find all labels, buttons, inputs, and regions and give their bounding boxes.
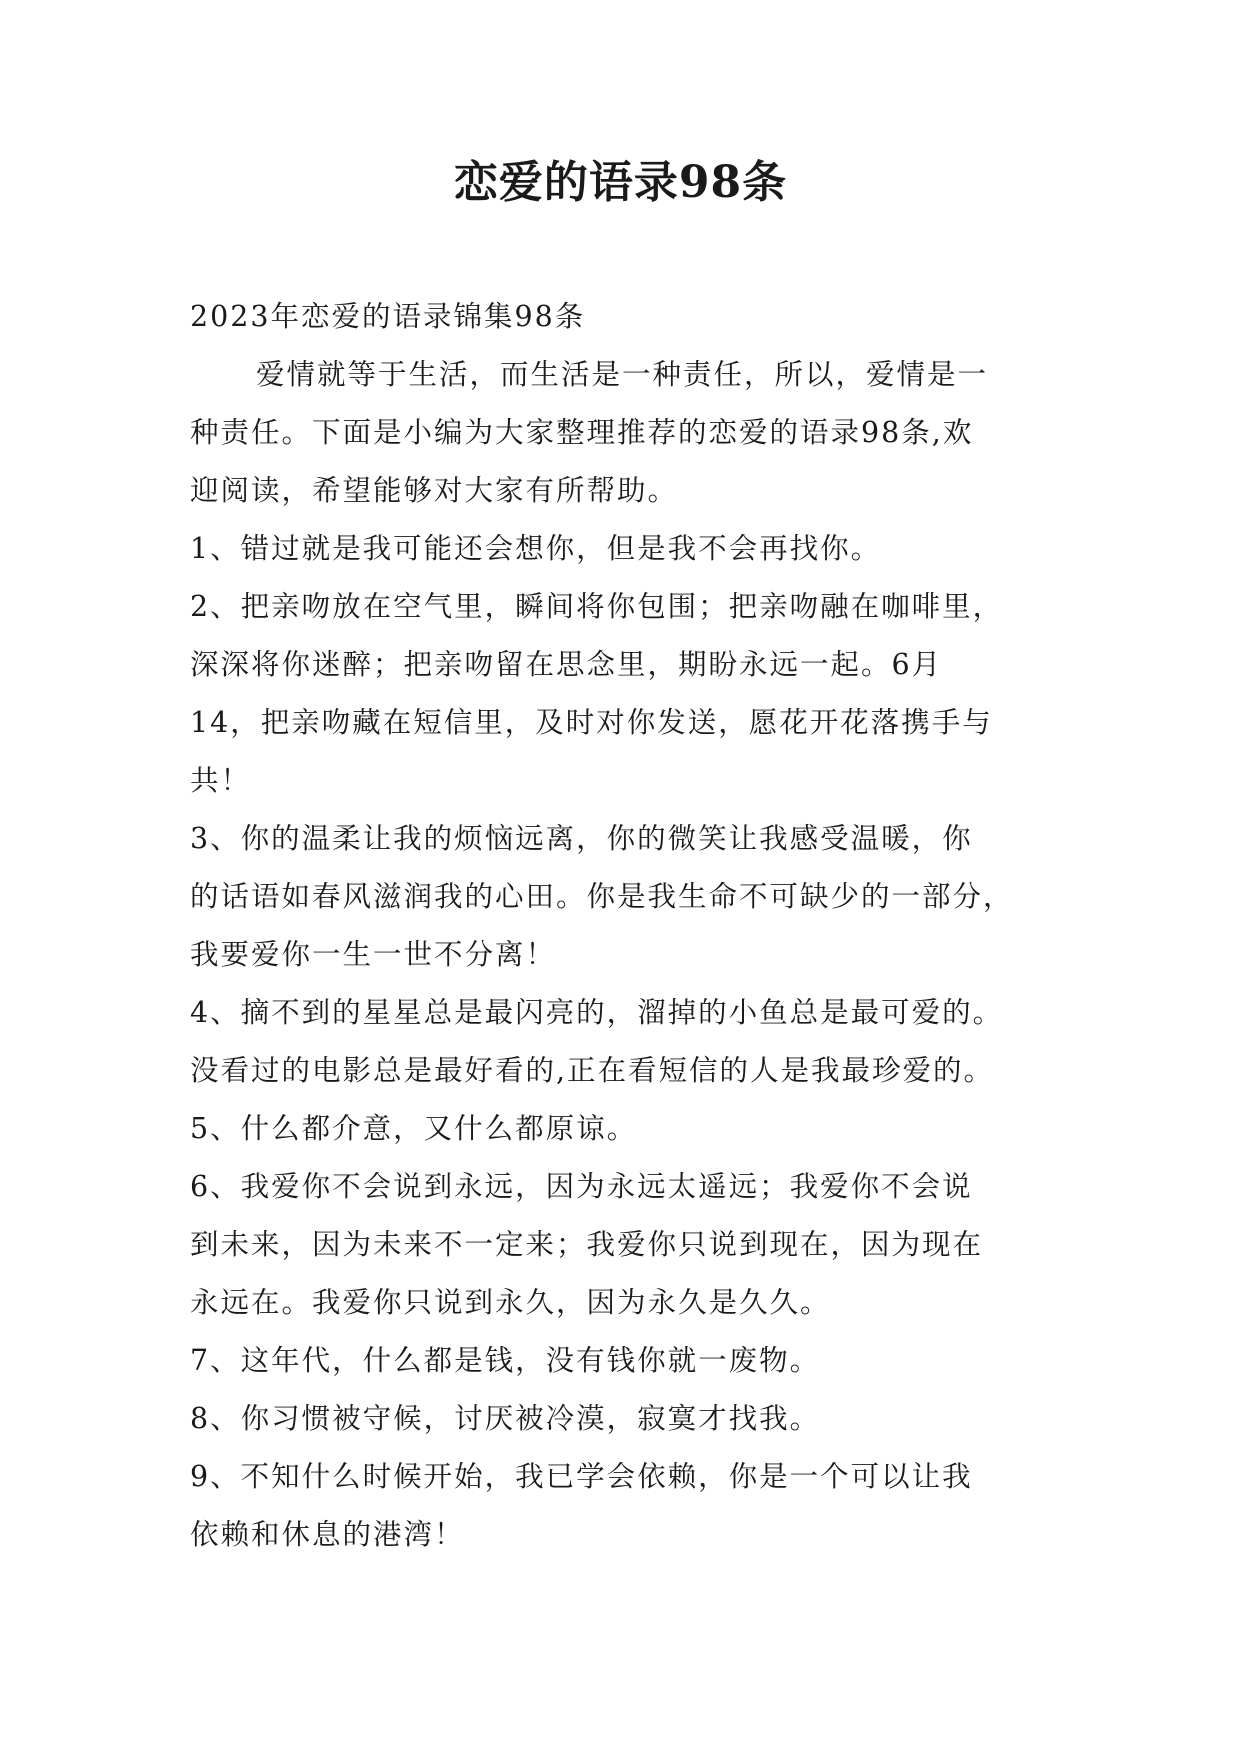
quote-line: 的话语如春风滋润我的心田。你是我生命不可缺少的一部分， [190, 880, 1014, 913]
quote-line: 共！ [190, 764, 252, 797]
quote-line: 5、什么都介意，又什么都原谅。 [190, 1112, 638, 1145]
quote-line: 6、我爱你不会说到永远，因为永远太遥远；我爱你不会说 [190, 1170, 973, 1203]
quote-line: 没看过的电影总是最好看的,正在看短信的人是我最珍爱的。 [190, 1054, 995, 1087]
quote-line: 7、这年代，什么都是钱，没有钱你就一废物。 [190, 1344, 821, 1377]
quote-line: 4、摘不到的星星总是最闪亮的，溜掉的小鱼总是最可爱的。 [190, 996, 1004, 1029]
intro-line: 迎阅读，希望能够对大家有所帮助。 [190, 474, 679, 507]
quote-line: 3、你的温柔让我的烦恼远离，你的微笑让我感受温暖，你 [190, 822, 973, 855]
quote-line: 2、把亲吻放在空气里，瞬间将你包围；把亲吻融在咖啡里， [190, 590, 1004, 623]
document-body [190, 288, 1056, 1564]
quote-line: 永远在。我爱你只说到永久，因为永久是久久。 [190, 1286, 831, 1319]
quote-line: 我要爱你一生一世不分离！ [190, 938, 557, 971]
quote-line: 到未来，因为未来不一定来；我爱你只说到现在，因为现在 [190, 1228, 984, 1261]
quote-line: 依赖和休息的港湾！ [190, 1518, 465, 1551]
intro-line: 种责任。下面是小编为大家整理推荐的恋爱的语录98条,欢 [190, 416, 974, 449]
intro-line: 爱情就等于生活，而生活是一种责任，所以，爱情是一 [256, 358, 989, 391]
quote-line: 深深将你迷醉；把亲吻留在思念里，期盼永远一起。6月 [190, 648, 943, 681]
quote-line: 9、不知什么时候开始，我已学会依赖，你是一个可以让我 [190, 1460, 973, 1493]
quote-line: 14，把亲吻藏在短信里，及时对你发送，愿花开花落携手与 [190, 706, 993, 739]
document-title: 恋爱的语录98条 [453, 157, 788, 208]
quote-line: 1、错过就是我可能还会想你，但是我不会再找你。 [190, 532, 882, 565]
subtitle-line: 2023年恋爱的语录锦集98条 [190, 300, 586, 333]
quote-line: 8、你习惯被守候，讨厌被冷漠，寂寞才找我。 [190, 1402, 821, 1435]
